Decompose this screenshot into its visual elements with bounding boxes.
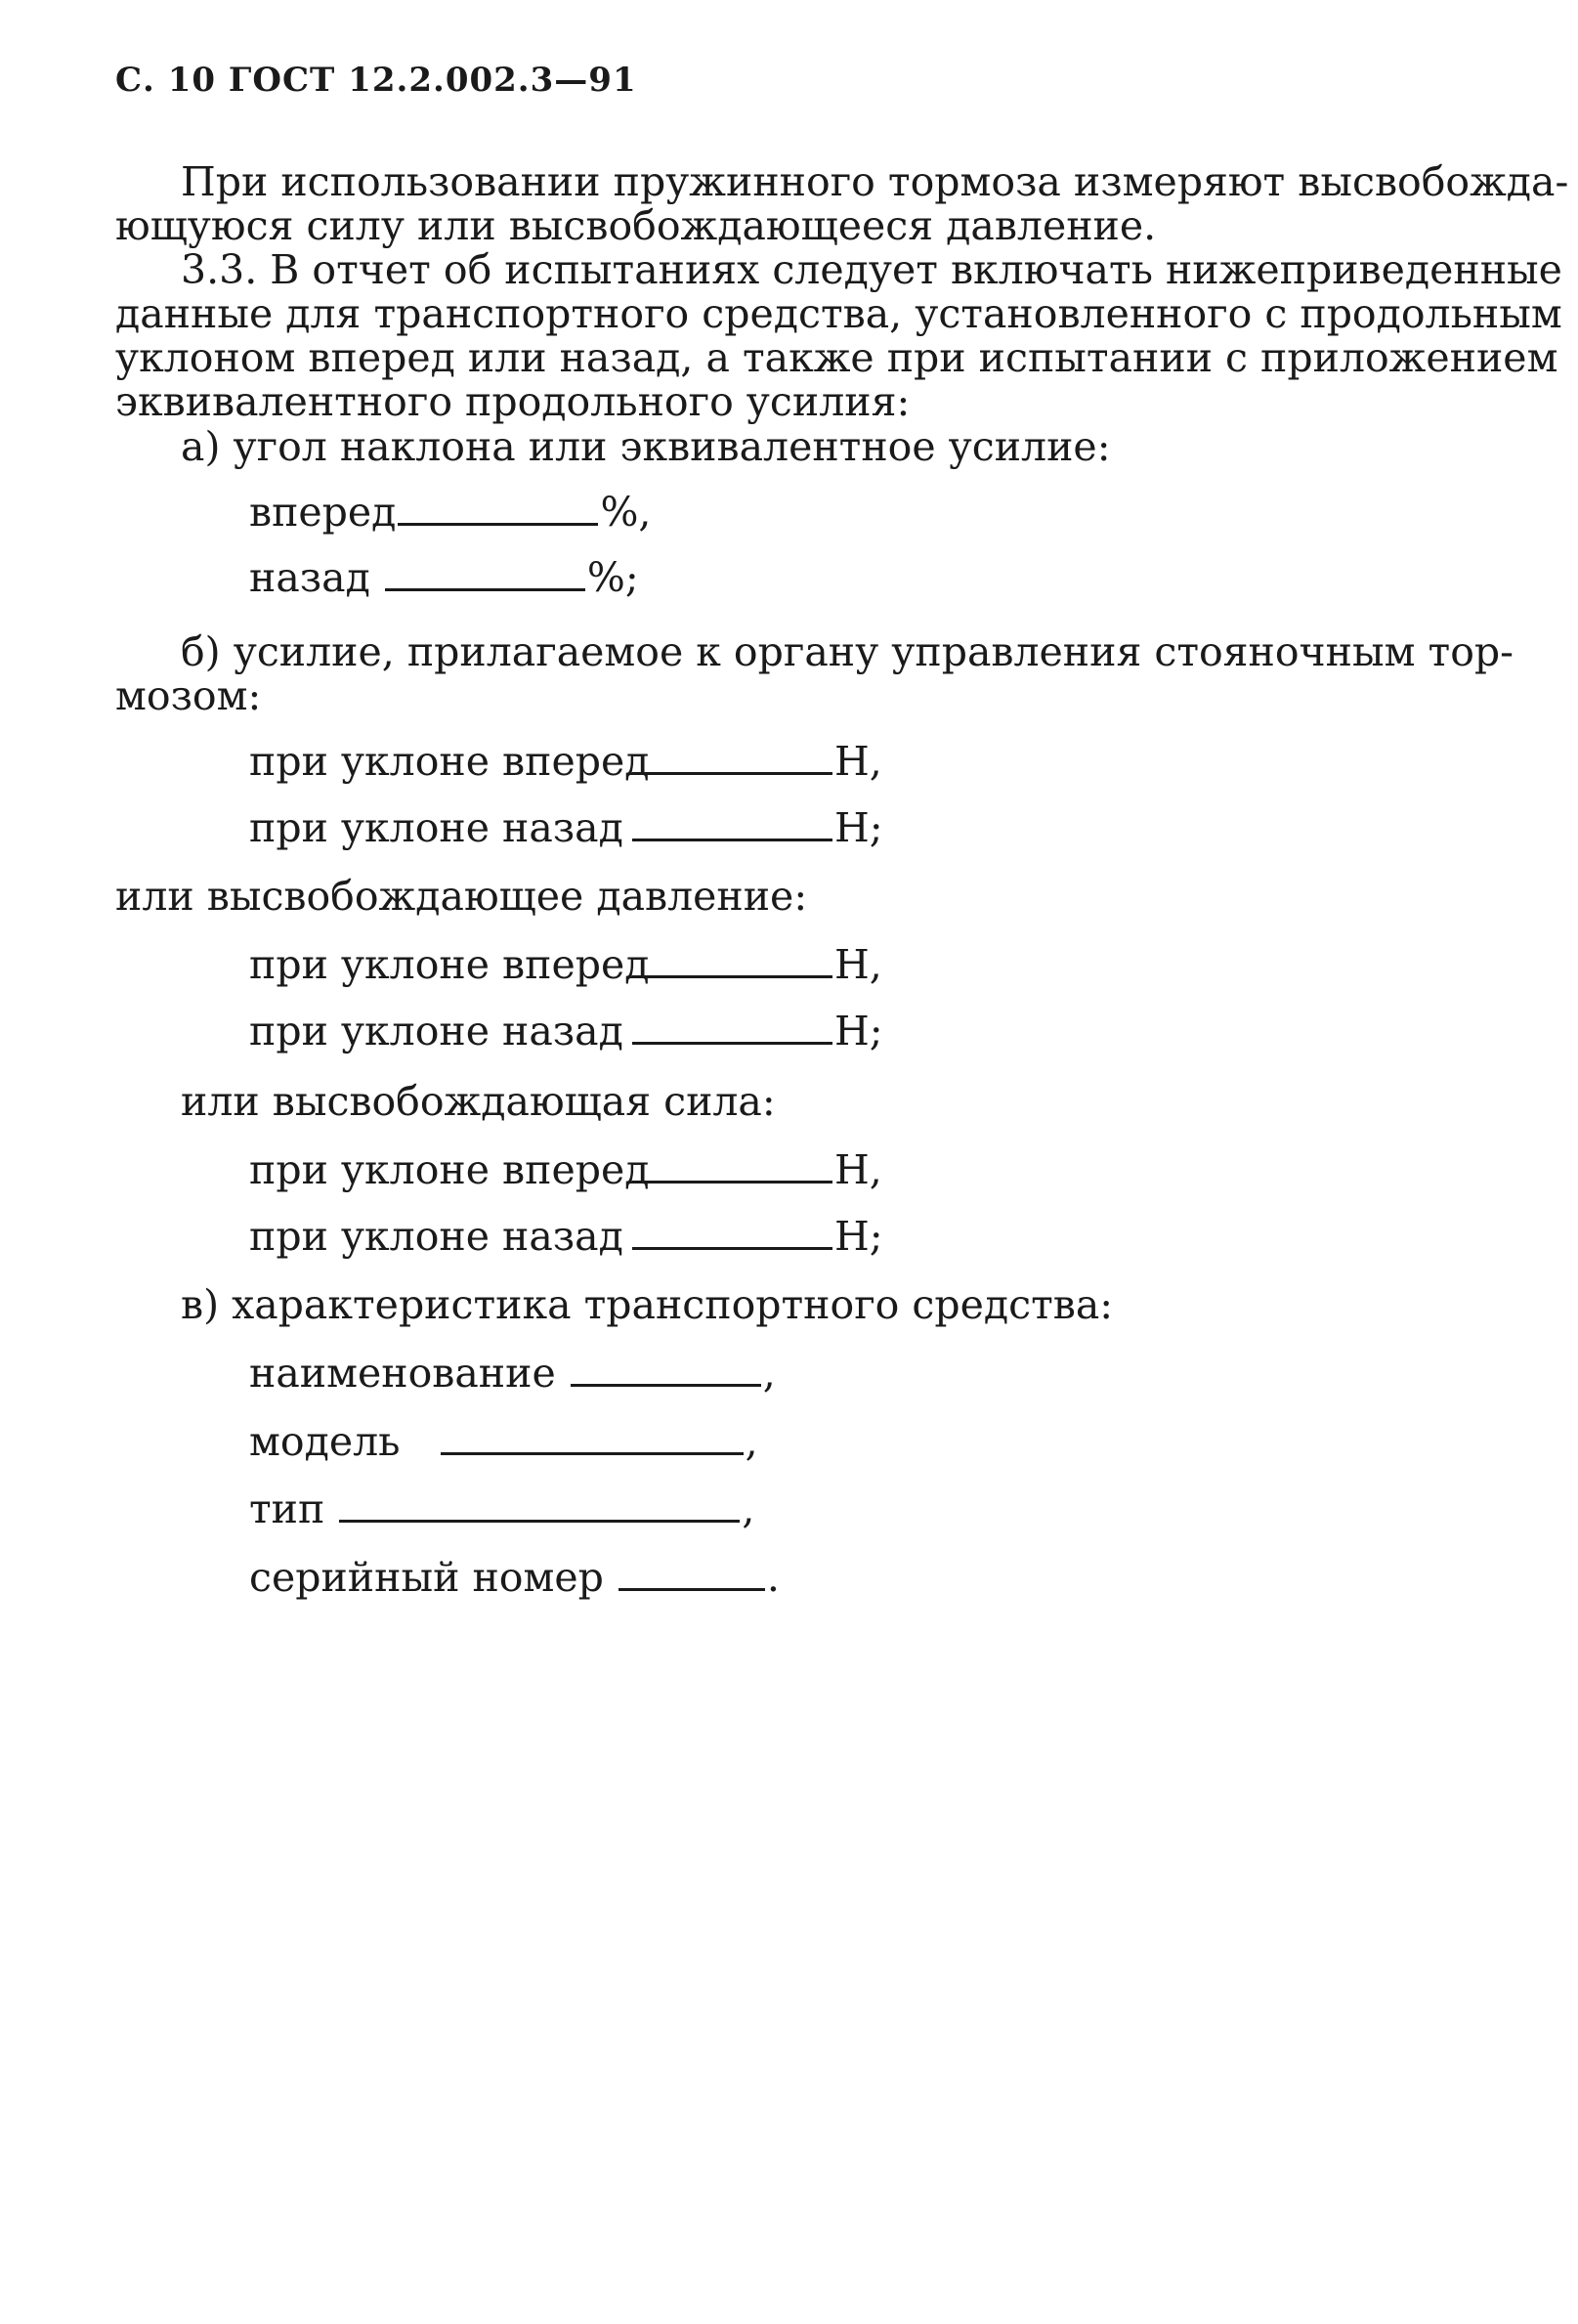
forward-label: вперед bbox=[249, 489, 397, 536]
serial-label: серийный номер bbox=[249, 1554, 604, 1601]
separator: , bbox=[762, 1350, 776, 1397]
newton-unit: Н, bbox=[834, 941, 882, 988]
vehicle-model-row bbox=[249, 1418, 758, 1465]
release-force-forward-blank[interactable] bbox=[632, 1153, 832, 1184]
pressure-forward-row bbox=[249, 941, 882, 988]
backward-slope-label: при уклоне назад bbox=[249, 1213, 623, 1260]
item-b-line-1: б) усилие, прилагаемое к органу управления стояночным тор- bbox=[181, 628, 1514, 675]
newton-unit: Н; bbox=[834, 1008, 883, 1054]
percent-unit: %, bbox=[600, 489, 652, 536]
forward-slope-label: при уклоне вперед bbox=[249, 738, 650, 785]
or-pressure-text: или высвобождающее давление: bbox=[115, 873, 808, 920]
backward-slope-label: при уклоне назад bbox=[249, 1008, 623, 1054]
vehicle-name-row bbox=[249, 1350, 776, 1397]
item-a-forward-row bbox=[249, 489, 651, 536]
item-b-forward-row bbox=[249, 738, 882, 785]
forward-percent-blank[interactable] bbox=[398, 495, 598, 526]
newton-unit: Н; bbox=[834, 804, 883, 851]
model-label: модель bbox=[249, 1418, 401, 1465]
pressure-backward-blank[interactable] bbox=[632, 1014, 832, 1045]
item-c-heading: в) характеристика транспортного средства: bbox=[181, 1281, 1114, 1328]
paragraph-2-line-1: 3.3. В отчет об испытаниях следует включать нижеприведенные bbox=[181, 246, 1562, 293]
paragraph-2-line-4: эквивалентного продольного усилия: bbox=[115, 378, 911, 425]
paragraph-2-line-2: данные для транспортного средства, установленного с продольным bbox=[115, 290, 1562, 337]
paragraph-1-line-1: При использовании пружинного тормоза измеряют высвобожда- bbox=[181, 158, 1569, 205]
release-force-backward-blank[interactable] bbox=[632, 1220, 832, 1250]
pressure-forward-blank[interactable] bbox=[632, 948, 832, 978]
vehicle-model-blank[interactable] bbox=[441, 1425, 744, 1455]
item-a-heading: а) угол наклона или эквивалентное усилие: bbox=[181, 423, 1111, 470]
page-header: С. 10 ГОСТ 12.2.002.3—91 bbox=[115, 61, 637, 100]
item-a-backward-row bbox=[249, 554, 639, 601]
separator: , bbox=[742, 1485, 755, 1532]
vehicle-type-blank[interactable] bbox=[339, 1492, 740, 1523]
paragraph-1-line-2: ющуюся силу или высвобождающееся давление. bbox=[115, 202, 1157, 249]
pressure-backward-row bbox=[249, 1008, 883, 1054]
forward-slope-label: при уклоне вперед bbox=[249, 941, 650, 988]
newton-unit: Н, bbox=[834, 1146, 882, 1193]
separator: . bbox=[766, 1554, 780, 1601]
vehicle-serial-blank[interactable] bbox=[618, 1561, 765, 1591]
release-force-backward-row bbox=[249, 1213, 883, 1260]
vehicle-type-row bbox=[249, 1485, 754, 1532]
backward-percent-blank[interactable] bbox=[385, 561, 585, 591]
force-forward-blank[interactable] bbox=[632, 745, 832, 775]
or-force-text: или высвобождающая сила: bbox=[181, 1078, 776, 1125]
newton-unit: Н; bbox=[834, 1213, 883, 1260]
backward-slope-label: при уклоне назад bbox=[249, 804, 623, 851]
vehicle-name-blank[interactable] bbox=[571, 1356, 761, 1387]
release-force-forward-row bbox=[249, 1146, 882, 1193]
percent-unit: %; bbox=[586, 554, 639, 601]
forward-slope-label: при уклоне вперед bbox=[249, 1146, 650, 1193]
item-b-line-2: мозом: bbox=[115, 672, 262, 719]
name-label: наименование bbox=[249, 1350, 556, 1397]
item-b-backward-row bbox=[249, 804, 883, 851]
vehicle-serial-row bbox=[249, 1554, 780, 1601]
force-backward-blank[interactable] bbox=[632, 811, 832, 841]
type-label: тип bbox=[249, 1485, 325, 1532]
separator: , bbox=[745, 1418, 758, 1465]
backward-label: назад bbox=[249, 554, 370, 601]
paragraph-2-line-3: уклоном вперед или назад, а также при испытании с приложением bbox=[115, 334, 1558, 381]
newton-unit: Н, bbox=[834, 738, 882, 785]
